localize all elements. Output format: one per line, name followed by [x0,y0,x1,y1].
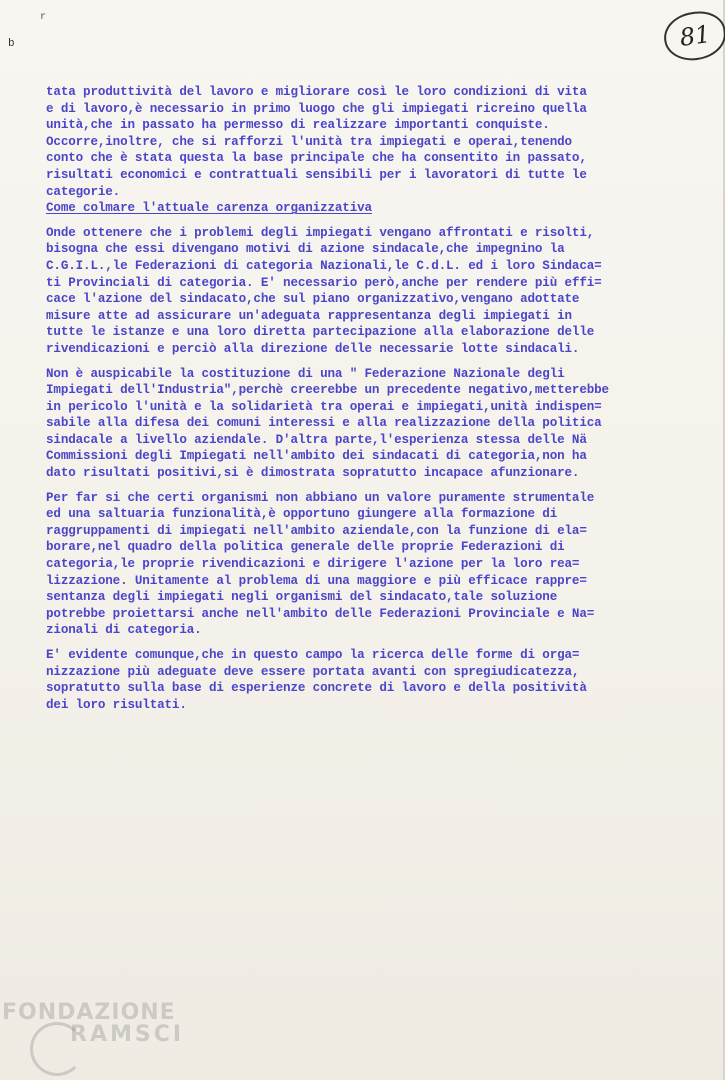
text-line: misure atte ad assicurare un'adeguata rappresentanza degli impiegati in [46,308,572,323]
section-heading: Come colmare l'attuale carenza organizzativa [46,201,372,216]
text-line: e di lavoro,è necessario in primo luogo che gli impiegati ricreino quella [46,101,587,116]
text-line: rivendicazioni e perciò alla direzione delle necessarie lotte sindacali. [46,341,580,356]
text-line: tata produttività del lavoro e migliorare così le loro condizioni di vita [46,85,587,99]
typewritten-text [46,84,706,721]
text-line: raggruppamenti di impiegati nell'ambito aziendale,con la funzione di ela= [46,523,587,538]
text-line: Per far si che certi organismi non abbiano un valore puramente strumentale [46,490,595,505]
text-line: categorie. [46,184,121,199]
margin-mark-left: b [8,38,15,50]
paragraph-2 [46,225,706,358]
text-line: sindacale a livello aziendale. D'altra parte,l'esperienza stessa delle Nä [46,432,587,447]
text-line: borare,nel quadro della politica generale delle proprie Federazioni di [46,540,565,555]
fondazione-gramsci-watermark [0,1000,200,1080]
paragraph-1 [46,84,706,200]
text-line: cace l'azione del sindacato,che sul piano organizzativo,vengano adottate [46,292,580,307]
watermark-line-2: RAMSCI [70,1022,185,1047]
text-line: in pericolo l'unità e la solidarietà tra operai e impiegati,unità indispen= [46,399,602,414]
margin-mark-top: r [40,12,47,23]
text-line: bisogna che essi divengano motivi di azione sindacale,che impegnino la [46,242,565,257]
text-line: nizzazione più adeguate deve essere portata avanti con spregiudicatezza, [46,664,580,679]
text-line: sabile alla difesa dei comuni interessi e alla realizzazione della politica [46,416,602,431]
text-line: Commissioni degli Impiegati nell'ambito dei sindacati di categoria,non ha [46,449,587,464]
text-line: unità,che in passato ha permesso di realizzare importanti conquiste. [46,118,550,133]
text-line: conto che è stata questa la base principale che ha consentito in passato, [46,151,587,166]
text-line: lizzazione. Unitamente al problema di una maggiore e più efficace rappre= [46,573,587,588]
text-line: dei loro risultati. [46,697,187,712]
text-line: risultati economici e contrattuali sensibili per i lavoratori di tutte le [46,167,587,182]
text-line: E' evidente comunque,che in questo campo la ricerca delle forme di orga= [46,648,580,662]
text-line: Onde ottenere che i problemi degli impiegati vengano affrontati e risolti, [46,225,595,240]
paragraph-4 [46,490,706,639]
text-line: C.G.I.L.,le Federazioni di categoria Nazionali,le C.d.L. ed i loro Sindaca= [46,258,602,273]
text-line: potrebbe proiettarsi anche nell'ambito delle Federazioni Provinciale e Na= [46,606,595,621]
text-line: zionali di categoria. [46,623,202,638]
text-line: dato risultati positivi,si è dimostrata sopratutto incapace afunzionare. [46,466,580,481]
text-line: tutte le istanze e una loro diretta partecipazione alla elaborazione delle [46,325,595,340]
text-line: ti Provinciali di categoria. E' necessario però,anche per rendere più effi= [46,275,602,290]
text-line: sopratutto sulla base di esperienze concrete di lavoro e della positività [46,681,587,696]
watermark-line-1: FONDAZIONE [2,1000,176,1025]
page-number-circled: 81 [661,8,725,64]
text-line: ed una saltuaria funzionalità,è opportuno giungere alla formazione di [46,507,558,522]
paragraph-5 [46,647,706,713]
paragraph-3 [46,366,706,482]
text-line: categoria,le proprie rivendicazioni e dirigere l'azione per la loro rea= [46,557,580,572]
text-line: Impiegati dell'Industria",perchè creerebbe un precedente negativo,metterebbe [46,383,609,398]
text-line: sentanza degli impiegati negli organismi del sindacato,tale soluzione [46,590,558,605]
text-line: Occorre,inoltre, che si rafforzi l'unità tra impiegati e operai,tenendo [46,134,572,149]
text-line: Non è auspicabile la costituzione di una " Federazione Nazionale degli [46,366,565,381]
